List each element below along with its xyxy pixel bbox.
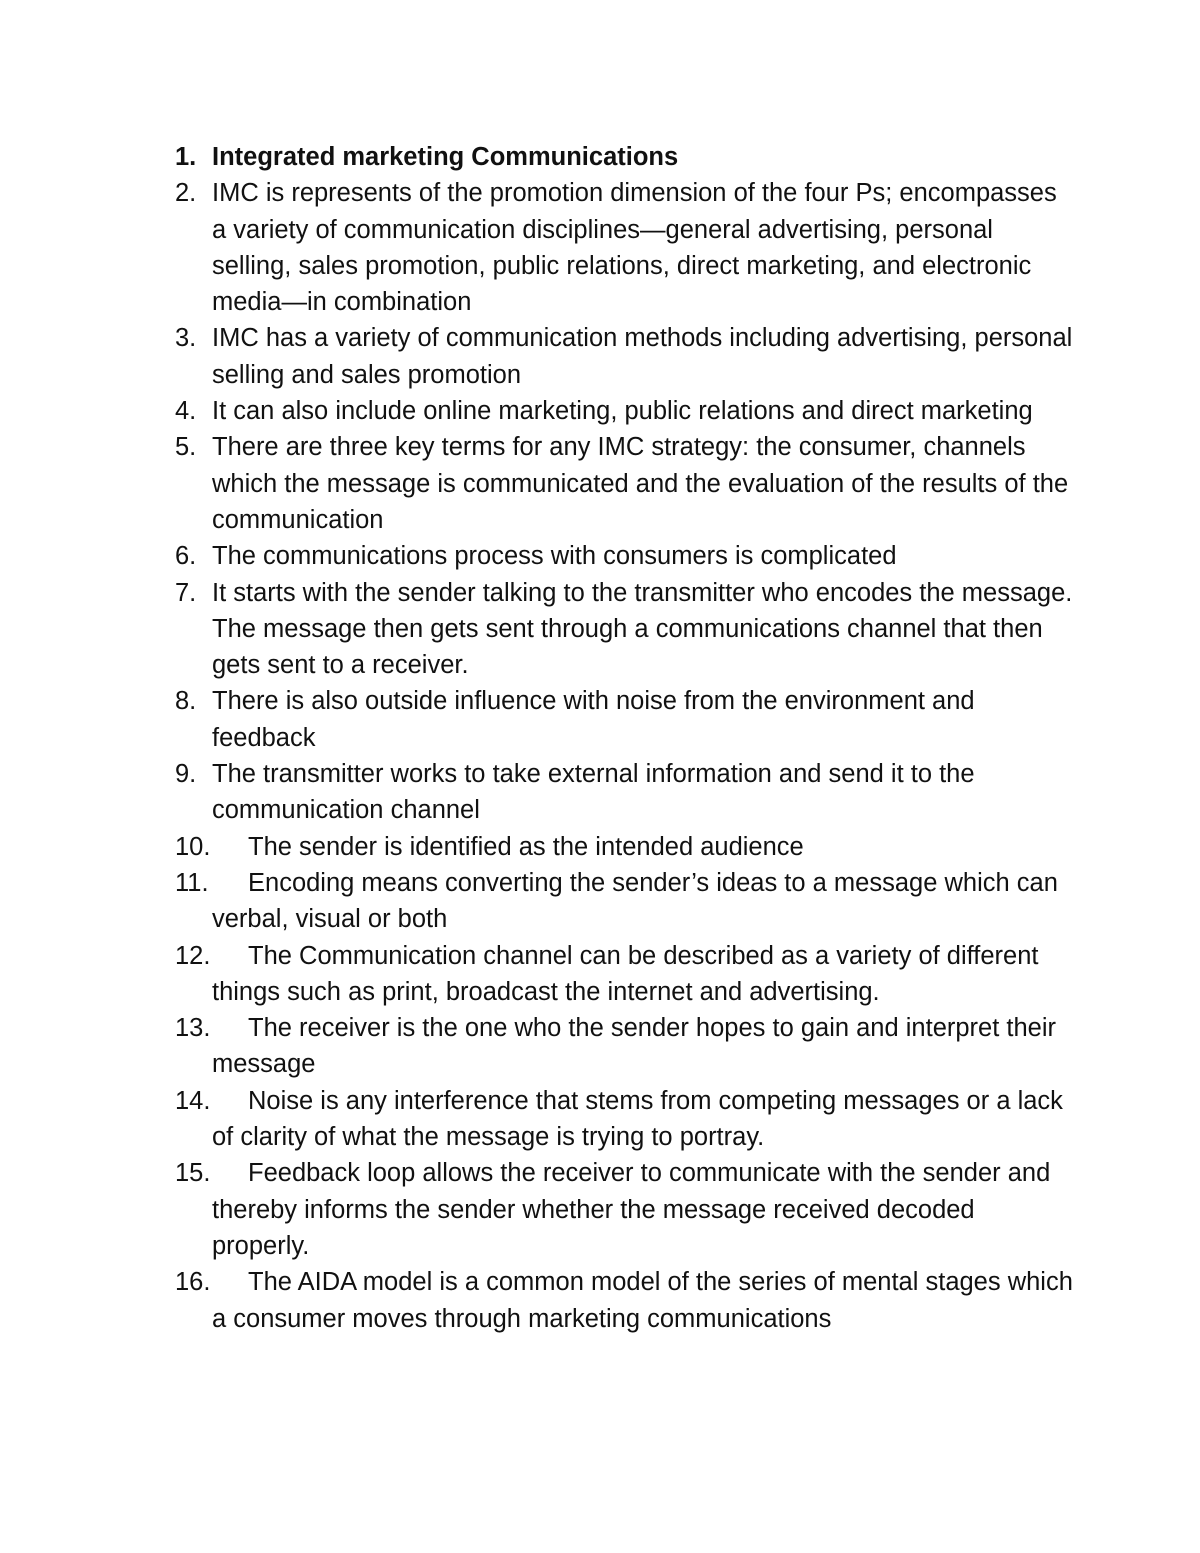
list-item bbox=[175, 865, 1075, 938]
list-item bbox=[175, 139, 1075, 175]
list-item-heading: Integrated marketing Communications bbox=[212, 143, 679, 171]
list-item bbox=[175, 320, 1075, 393]
list-item-text: There is also outside influence with noise from the environment and feedback bbox=[212, 687, 975, 752]
list-item-text: Noise is any interference that stems from competing messages or a lack of clarity of what the message is trying to portray. bbox=[212, 1086, 1063, 1152]
list-item-text: The receiver is the one who the sender hopes to gain and interpret their message bbox=[212, 1014, 1056, 1079]
list-item-text: The AIDA model is a common model of the series of mental stages which a consumer moves through marketing communications bbox=[212, 1268, 1073, 1333]
list-item bbox=[175, 1010, 1075, 1083]
list-item bbox=[175, 683, 1075, 756]
list-item bbox=[175, 1083, 1075, 1156]
list-item-number: 15. bbox=[175, 1159, 211, 1188]
list-item bbox=[175, 1155, 1075, 1264]
list-item-number: 16. bbox=[175, 1268, 211, 1297]
list-item-text: It can also include online marketing, public relations and direct marketing bbox=[212, 397, 1033, 426]
list-item-text: The Communication channel can be described as a variety of different things such as print, broadcast the internet and advertising. bbox=[212, 941, 1039, 1006]
numbered-list bbox=[175, 139, 1075, 1337]
list-item-number: 13. bbox=[175, 1014, 211, 1043]
list-item-number: 10. bbox=[175, 832, 211, 861]
list-item-text: It starts with the sender talking to the transmitter who encodes the message. The message then gets sent through a communications channel that then gets sent to a receiver. bbox=[212, 578, 1073, 680]
list-item-number: 7. bbox=[175, 578, 197, 607]
list-item-number: 6. bbox=[175, 542, 197, 571]
list-item bbox=[175, 575, 1075, 684]
list-item-text: The communications process with consumers is complicated bbox=[212, 542, 897, 571]
list-item-number: 5. bbox=[175, 433, 197, 462]
list-item-text: IMC has a variety of communication methods including advertising, personal selling and sales promotion bbox=[212, 324, 1073, 389]
list-item bbox=[175, 938, 1075, 1011]
list-item-text: The transmitter works to take external information and send it to the communication channel bbox=[212, 760, 975, 825]
list-item bbox=[175, 756, 1075, 829]
list-item bbox=[175, 538, 1075, 574]
list-item-number: 14. bbox=[175, 1086, 211, 1115]
list-item-text: IMC is represents of the promotion dimension of the four Ps; encompasses a variety of communication disciplines—general advertising, personal selling, sales promotion, public relations, direct marketing, and electronic media—in combination bbox=[212, 179, 1057, 317]
list-item-number: 11. bbox=[175, 868, 209, 897]
list-item-text: The sender is identified as the intended audience bbox=[248, 832, 804, 861]
list-item bbox=[175, 1264, 1075, 1337]
list-item-number: 1. bbox=[175, 143, 197, 171]
list-item bbox=[175, 175, 1075, 320]
list-item-text: Feedback loop allows the receiver to communicate with the sender and thereby informs the sender whether the message received decoded properly. bbox=[212, 1159, 1051, 1260]
list-item-number: 9. bbox=[175, 760, 197, 789]
list-item-number: 4. bbox=[175, 397, 197, 426]
list-item-text: Encoding means converting the sender’s ideas to a message which can verbal, visual or both bbox=[212, 868, 1058, 934]
list-item bbox=[175, 429, 1075, 538]
list-item bbox=[175, 393, 1075, 429]
list-item-text: There are three key terms for any IMC strategy: the consumer, channels which the message is communicated and the evaluation of the results of the communication bbox=[212, 433, 1069, 534]
list-item-number: 8. bbox=[175, 687, 197, 716]
list-item-number: 12. bbox=[175, 941, 211, 970]
list-item-number: 3. bbox=[175, 324, 197, 353]
list-item bbox=[175, 829, 1075, 865]
list-item-number: 2. bbox=[175, 179, 197, 208]
